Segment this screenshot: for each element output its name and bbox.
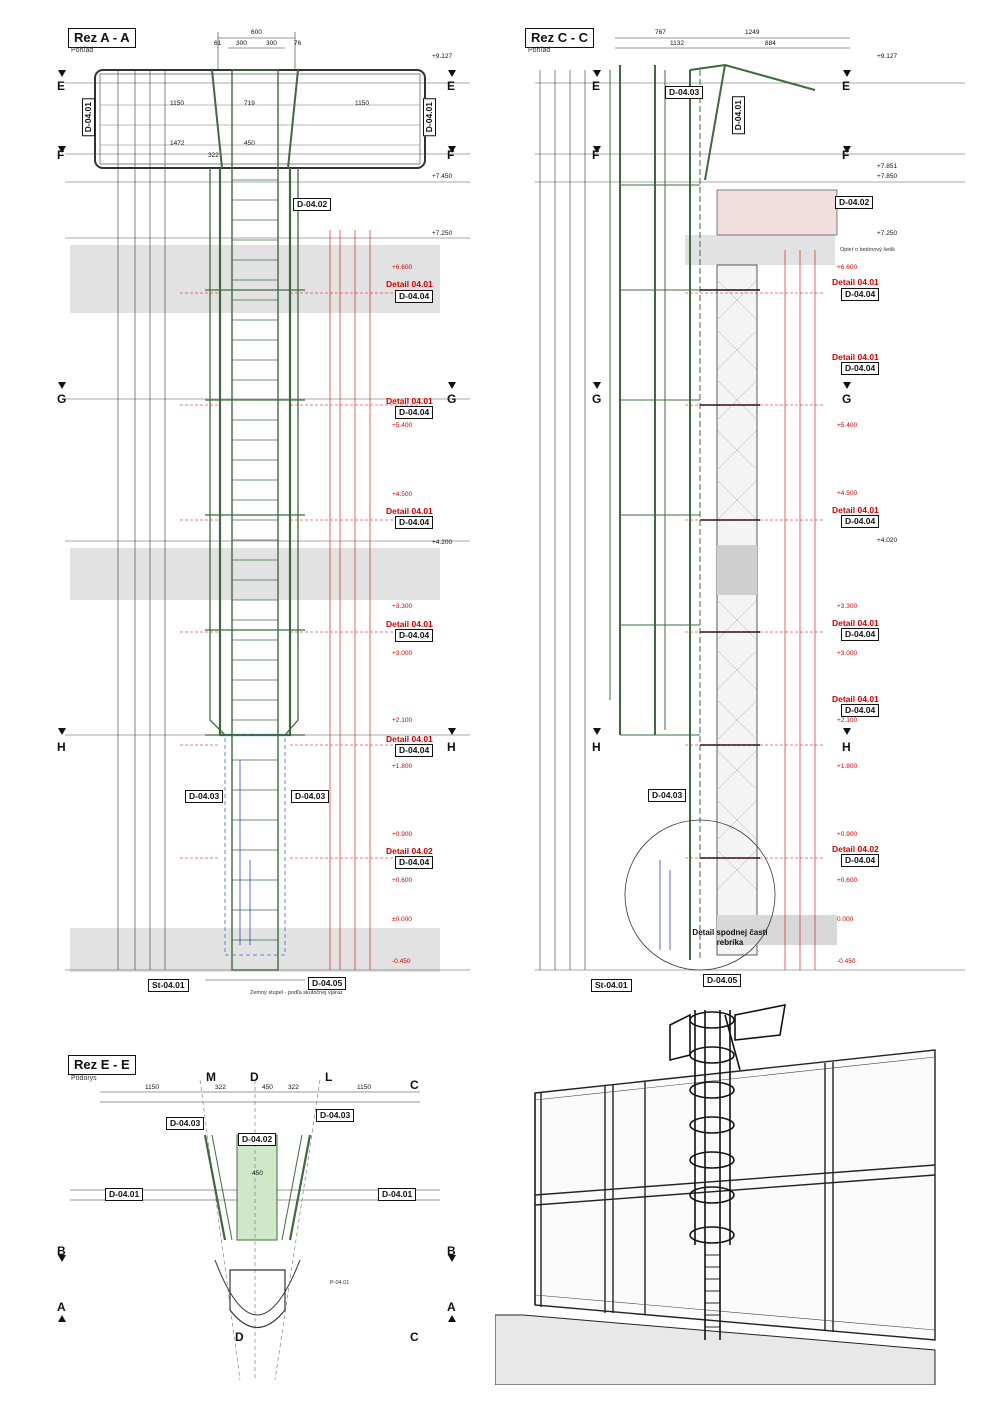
cc-level-0600: +0.600 [837, 877, 858, 884]
floor-band-3 [70, 928, 440, 972]
cc-level-7250: +7.250 [877, 230, 898, 237]
tag-d0403-left: D-04.03 [185, 790, 223, 803]
cc-letter-f-right: F [842, 148, 850, 162]
section-cc-title: Rez C - C [525, 28, 594, 48]
tag-d0401-right: D-04.01 [423, 98, 436, 136]
level-aa-0600: +0.600 [392, 877, 413, 884]
cc-level-9127: +9.127 [877, 53, 898, 60]
ee-letter-c-bottom: C [410, 1330, 419, 1344]
cc-level-4500: +4.500 [837, 490, 858, 497]
cc-detail-6: Detail 04.02 [832, 844, 879, 854]
cage-plan-arc [230, 1270, 285, 1328]
section-letter-e-left: E [57, 79, 66, 93]
cc-dim-767: 767 [655, 29, 666, 36]
ee-dim-450-b: 450 [252, 1170, 263, 1177]
level-aa-0000: ±0.000 [392, 916, 412, 923]
cc-detail-4: Detail 04.01 [832, 618, 879, 628]
tag-d0404-5: D-04.04 [395, 744, 433, 757]
cc-letter-g-right: G [842, 392, 852, 406]
wall-column [717, 265, 757, 955]
ee-letter-b-right: B [447, 1244, 456, 1258]
section-aa-title: Rez A - A [68, 28, 136, 48]
level-aa-7450: +7.450 [432, 173, 453, 180]
cc-letter-h-right: H [842, 740, 851, 754]
ee-tag-d0402: D-04.02 [238, 1133, 276, 1146]
note-aa: Zemný stupel - podľa skutočnej vjaraz [250, 990, 343, 996]
dim-aa-600: 600 [251, 29, 262, 36]
dim-aa-450: 450 [244, 140, 255, 147]
cc-tag-d0404-4: D-04.04 [841, 628, 879, 641]
section-aa-subtitle: Pohľad [71, 47, 94, 54]
dim-aa-76: 76 [294, 40, 302, 47]
section-cc-drawing [495, 0, 991, 1000]
section-letter-f-right: F [447, 148, 455, 162]
cc-detail-5: Detail 04.01 [832, 694, 879, 704]
ee-letter-d-bottom: D [235, 1330, 244, 1344]
cc-dim-1249: 1249 [745, 29, 760, 36]
dim-aa-300-a: 300 [236, 40, 247, 47]
dim-aa-1150-left: 1150 [170, 100, 184, 107]
cc-tag-d0405: D-04.05 [703, 974, 741, 987]
ee-letter-a-left: A [57, 1300, 66, 1314]
cc-level-7850: +7.850 [877, 173, 898, 180]
cc-concrete-note: Opieŕ o betónový šetík [840, 247, 896, 253]
cc-tag-d0404-5: D-04.04 [841, 704, 879, 717]
ee-tag-d0403-left: D-04.03 [166, 1117, 204, 1130]
section-letter-g-left: G [57, 392, 67, 406]
cc-tag-st0401: St-04.01 [591, 979, 632, 992]
tag-d0404-3: D-04.04 [395, 516, 433, 529]
ee-tag-d0401-right: D-04.01 [378, 1188, 416, 1201]
cc-level-2100: +2.100 [837, 717, 858, 724]
tag-st0401: St-04.01 [148, 979, 189, 992]
level-aa-5400: +5.400 [392, 422, 413, 429]
section-letter-h-right: H [447, 740, 456, 754]
render-3d [495, 995, 940, 1385]
cc-tag-d0404-6: D-04.04 [841, 854, 879, 867]
tag-d0404-1: D-04.04 [395, 290, 433, 303]
cc-tag-d0404-3: D-04.04 [841, 515, 879, 528]
cc-detail-3: Detail 04.01 [832, 505, 879, 515]
cc-level-5400: +5.400 [837, 422, 858, 429]
floor-band-2 [70, 548, 440, 600]
level-aa-3000: +3.000 [392, 650, 413, 657]
cc-letter-g-left: G [592, 392, 602, 406]
cc-dim-1132: 1132 [670, 40, 684, 47]
cc-level-7851: +7.851 [877, 163, 898, 170]
level-aa-3300: +3.300 [392, 603, 413, 610]
floor-band-1 [70, 245, 440, 313]
ee-dim-1150-a: 1150 [145, 1084, 159, 1091]
cc-level-0900: +0.900 [837, 831, 858, 838]
section-letter-e-right: E [447, 79, 456, 93]
ee-letter-d-top: D [250, 1070, 259, 1084]
tag-d0401-left: D-04.01 [82, 98, 95, 136]
level-aa-7250: +7.250 [432, 230, 453, 237]
dim-aa-300-b: 300 [266, 40, 277, 47]
detail-label-6: Detail 04.02 [386, 846, 433, 856]
ee-tag-d0401-left: D-04.01 [105, 1188, 143, 1201]
cc-level-6600: +6.600 [837, 264, 858, 271]
tag-d0404-4: D-04.04 [395, 629, 433, 642]
detail-label-5: Detail 04.01 [386, 734, 433, 744]
level-aa-m0450: -0.450 [392, 958, 411, 965]
cc-level-m0450: -0.450 [837, 958, 856, 965]
blue-dims [240, 760, 250, 945]
dim-aa-322: 322 [208, 152, 219, 159]
section-ee [0, 1040, 495, 1400]
ee-letter-l: L [325, 1070, 333, 1084]
level-aa-0900: +0.900 [392, 831, 413, 838]
dim-aa-1150-right: 1150 [355, 100, 369, 107]
cc-tag-d0404-1: D-04.04 [841, 288, 879, 301]
cc-level-4020: +4.020 [877, 537, 898, 544]
level-aa-4500: +4.500 [392, 491, 413, 498]
ee-letter-b-left: B [57, 1244, 66, 1258]
dim-aa-719: 719 [244, 100, 255, 107]
ee-letter-a-right: A [447, 1300, 456, 1314]
section-cc [495, 0, 991, 1000]
ee-dim-450-a: 450 [262, 1084, 273, 1091]
section-aa [0, 0, 495, 1000]
ee-dim-1150-b: 1150 [357, 1084, 371, 1091]
cc-tag-d0402: D-04.02 [835, 196, 873, 209]
section-cc-subtitle: Pohľad [528, 47, 551, 54]
cc-level-3000: +3.000 [837, 650, 858, 657]
section-letter-g-right: G [447, 392, 457, 406]
level-aa-1800: +1.800 [392, 763, 413, 770]
detail-label-3: Detail 04.01 [386, 506, 433, 516]
section-letter-f-left: F [57, 148, 65, 162]
level-aa-4200: +4.200 [432, 539, 453, 546]
section-ee-subtitle: Pôdorys [71, 1075, 97, 1082]
cc-level-0000: 0.000 [837, 916, 854, 923]
ee-tag-p0401: P-04.01 [330, 1280, 350, 1286]
dim-aa-1472: 1472 [170, 140, 185, 147]
tag-d0404-6: D-04.04 [395, 856, 433, 869]
cc-level-3300: +3.300 [837, 603, 858, 610]
cc-detail-1: Detail 04.01 [832, 277, 879, 287]
cc-tag-d0401: D-04.01 [732, 96, 745, 134]
cc-tag-d0403-low: D-04.03 [648, 789, 686, 802]
section-ee-drawing [0, 1040, 495, 1400]
cc-dim-884: 884 [765, 40, 776, 47]
dim-aa-61: 61 [214, 40, 222, 47]
cc-letter-h-left: H [592, 740, 601, 754]
cc-tag-d0404-2: D-04.04 [841, 362, 879, 375]
ee-letter-m: M [206, 1070, 216, 1084]
cc-tag-d0403: D-04.03 [665, 86, 703, 99]
detail-label-4: Detail 04.01 [386, 619, 433, 629]
cc-letter-f-left: F [592, 148, 600, 162]
ladder-plan-green [237, 1135, 277, 1240]
level-aa-6600: +6.600 [392, 264, 413, 271]
cc-bottom-detail-label: Detail spodnej časti rebríka [692, 928, 768, 947]
ee-letter-c-top: C [410, 1078, 419, 1092]
cc-letter-e-left: E [592, 79, 601, 93]
platform-rail [95, 70, 425, 168]
render-3d-drawing [495, 995, 940, 1385]
section-ee-title: Rez E - E [68, 1055, 136, 1075]
ee-tag-d0403-right: D-04.03 [316, 1109, 354, 1122]
level-aa-2100: +2.100 [392, 717, 413, 724]
left-dim-chain [118, 70, 165, 970]
tag-d0403-right: D-04.03 [291, 790, 329, 803]
cc-level-1800: +1.800 [837, 763, 858, 770]
cc-letter-e-right: E [842, 79, 851, 93]
ee-dim-322-b: 322 [288, 1084, 299, 1091]
section-letter-h-left: H [57, 740, 66, 754]
cc-detail-2: Detail 04.01 [832, 352, 879, 362]
tag-d0404-2: D-04.04 [395, 406, 433, 419]
detail-label-2: Detail 04.01 [386, 396, 433, 406]
ee-dim-322-a: 322 [215, 1084, 226, 1091]
level-aa-9127: +9.127 [432, 53, 453, 60]
tag-d0405: D-04.05 [308, 977, 346, 990]
detail-label-1: Detail 04.01 [386, 279, 433, 289]
tag-d0402: D-04.02 [293, 198, 331, 211]
